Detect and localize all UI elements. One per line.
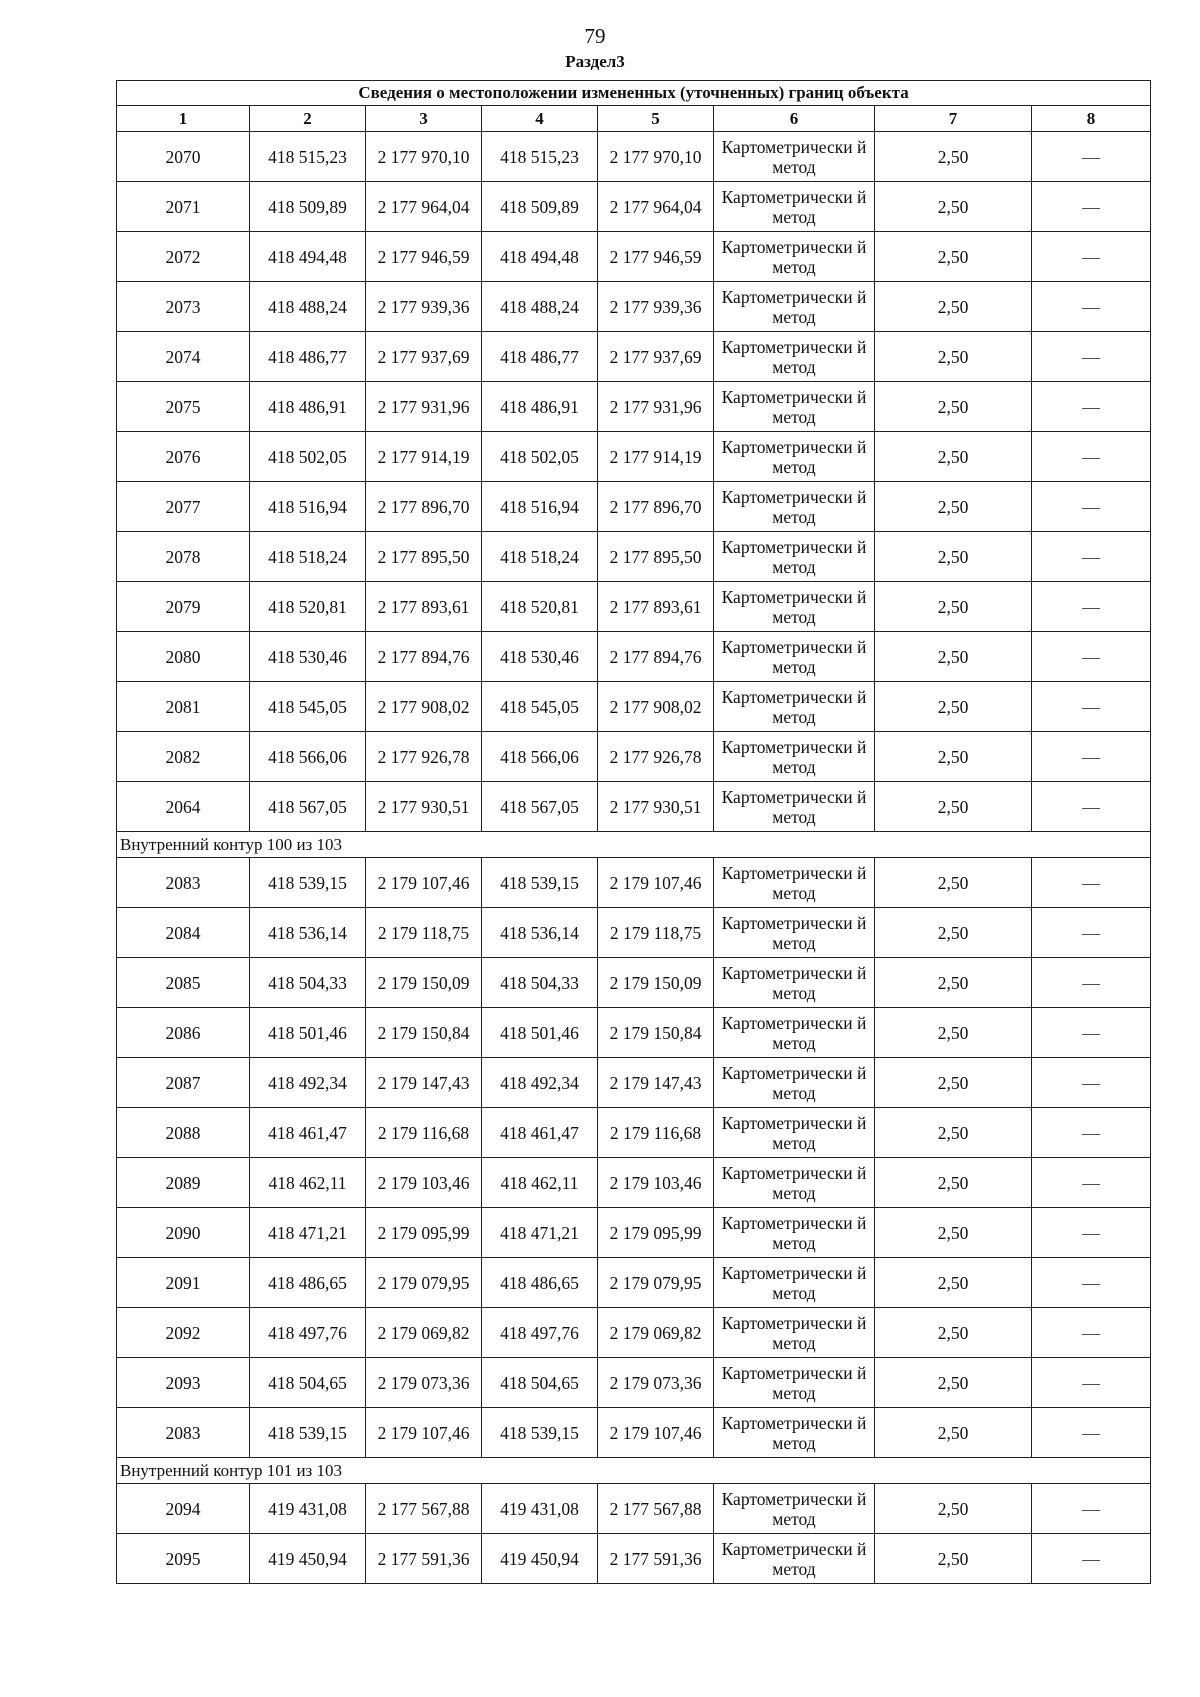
accuracy-cell: 2,50 [875,1534,1032,1584]
method-cell: Картометрически й метод [714,1258,875,1308]
point-number-cell: 2073 [117,282,250,332]
y-new-cell: 2 177 893,61 [598,582,714,632]
table-row [117,1408,1151,1458]
y-new-cell: 2 177 908,02 [598,682,714,732]
y-old-cell: 2 177 964,04 [366,182,482,232]
description-cell: — [1032,1158,1151,1208]
y-old-cell: 2 177 930,51 [366,782,482,832]
accuracy-cell: 2,50 [875,732,1032,782]
x-old-cell: 418 516,94 [250,482,366,532]
x-old-cell: 418 486,77 [250,332,366,382]
y-new-cell: 2 177 970,10 [598,132,714,182]
x-old-cell: 418 520,81 [250,582,366,632]
section-title: Раздел3 [565,52,625,71]
x-new-cell: 418 461,47 [482,1108,598,1158]
y-old-cell: 2 177 946,59 [366,232,482,282]
y-old-cell: 2 179 147,43 [366,1058,482,1108]
table-row [117,1484,1151,1534]
description-cell: — [1032,582,1151,632]
x-old-cell: 418 567,05 [250,782,366,832]
method-cell: Картометрически й метод [714,1058,875,1108]
x-old-cell: 418 492,34 [250,1058,366,1108]
method-cell: Картометрически й метод [714,1108,875,1158]
y-old-cell: 2 177 939,36 [366,282,482,332]
y-new-cell: 2 179 116,68 [598,1108,714,1158]
y-new-cell: 2 179 147,43 [598,1058,714,1108]
table-row [117,1208,1151,1258]
table-row [117,908,1151,958]
table-row [117,1108,1151,1158]
accuracy-cell: 2,50 [875,182,1032,232]
y-old-cell: 2 177 893,61 [366,582,482,632]
description-cell: — [1032,1308,1151,1358]
table-row [117,182,1151,232]
x-old-cell: 418 501,46 [250,1008,366,1058]
column-header: 8 [1032,106,1151,132]
table-row [117,1008,1151,1058]
x-old-cell: 418 518,24 [250,532,366,582]
y-new-cell: 2 177 946,59 [598,232,714,282]
point-number-cell: 2081 [117,682,250,732]
y-old-cell: 2 177 895,50 [366,532,482,582]
column-header: 4 [482,106,598,132]
description-cell: — [1032,782,1151,832]
y-old-cell: 2 179 073,36 [366,1358,482,1408]
x-new-cell: 418 545,05 [482,682,598,732]
y-new-cell: 2 177 926,78 [598,732,714,782]
x-old-cell: 418 515,23 [250,132,366,182]
point-number-cell: 2080 [117,632,250,682]
description-cell: — [1032,182,1151,232]
accuracy-cell: 2,50 [875,1108,1032,1158]
accuracy-cell: 2,50 [875,958,1032,1008]
point-number-cell: 2064 [117,782,250,832]
table-row [117,1308,1151,1358]
accuracy-cell: 2,50 [875,1408,1032,1458]
boundary-coordinates-table [116,80,1151,1584]
point-number-cell: 2077 [117,482,250,532]
accuracy-cell: 2,50 [875,382,1032,432]
method-cell: Картометрически й метод [714,232,875,282]
description-cell: — [1032,382,1151,432]
method-cell: Картометрически й метод [714,382,875,432]
description-cell: — [1032,282,1151,332]
method-cell: Картометрически й метод [714,1208,875,1258]
y-new-cell: 2 177 567,88 [598,1484,714,1534]
method-cell: Картометрически й метод [714,332,875,382]
table-row [117,432,1151,482]
point-number-cell: 2087 [117,1058,250,1108]
y-old-cell: 2 179 150,09 [366,958,482,1008]
y-old-cell: 2 179 103,46 [366,1158,482,1208]
x-new-cell: 418 494,48 [482,232,598,282]
table-header-row [117,106,1151,132]
table-row [117,282,1151,332]
table-row [117,1358,1151,1408]
description-cell: — [1032,858,1151,908]
x-new-cell: 418 488,24 [482,282,598,332]
accuracy-cell: 2,50 [875,1308,1032,1358]
accuracy-cell: 2,50 [875,1208,1032,1258]
method-cell: Картометрически й метод [714,908,875,958]
y-new-cell: 2 179 150,09 [598,958,714,1008]
y-old-cell: 2 177 970,10 [366,132,482,182]
contour-label: Внутренний контур 100 из 103 [117,832,1151,858]
point-number-cell: 2076 [117,432,250,482]
x-new-cell: 418 509,89 [482,182,598,232]
method-cell: Картометрически й метод [714,782,875,832]
accuracy-cell: 2,50 [875,132,1032,182]
x-new-cell: 418 471,21 [482,1208,598,1258]
y-new-cell: 2 179 107,46 [598,858,714,908]
x-new-cell: 418 520,81 [482,582,598,632]
y-new-cell: 2 179 118,75 [598,908,714,958]
y-new-cell: 2 177 939,36 [598,282,714,332]
method-cell: Картометрически й метод [714,1008,875,1058]
description-cell: — [1032,908,1151,958]
description-cell: — [1032,1258,1151,1308]
description-cell: — [1032,1108,1151,1158]
table-row [117,132,1151,182]
description-cell: — [1032,632,1151,682]
method-cell: Картометрически й метод [714,732,875,782]
column-header: 2 [250,106,366,132]
table-row [117,332,1151,382]
point-number-cell: 2086 [117,1008,250,1058]
x-old-cell: 418 502,05 [250,432,366,482]
point-number-cell: 2074 [117,332,250,382]
method-cell: Картометрически й метод [714,1484,875,1534]
table-row [117,482,1151,532]
y-old-cell: 2 179 069,82 [366,1308,482,1358]
method-cell: Картометрически й метод [714,182,875,232]
table-caption: Сведения о местоположении измененных (уточненных) границ объекта [117,81,1151,106]
method-cell: Картометрически й метод [714,1408,875,1458]
table-row [117,582,1151,632]
point-number-cell: 2079 [117,582,250,632]
x-new-cell: 418 486,91 [482,382,598,432]
table-row [117,632,1151,682]
page-number: 79 [584,24,606,48]
y-old-cell: 2 177 937,69 [366,332,482,382]
y-new-cell: 2 177 896,70 [598,482,714,532]
point-number-cell: 2093 [117,1358,250,1408]
description-cell: — [1032,1008,1151,1058]
x-old-cell: 418 536,14 [250,908,366,958]
point-number-cell: 2083 [117,1408,250,1458]
x-old-cell: 418 539,15 [250,858,366,908]
table-row [117,1258,1151,1308]
method-cell: Картометрически й метод [714,432,875,482]
y-new-cell: 2 179 103,46 [598,1158,714,1208]
description-cell: — [1032,332,1151,382]
accuracy-cell: 2,50 [875,1008,1032,1058]
x-new-cell: 418 504,33 [482,958,598,1008]
table-body [117,81,1151,1584]
x-old-cell: 418 509,89 [250,182,366,232]
table-row [117,232,1151,282]
column-header: 3 [366,106,482,132]
method-cell: Картометрически й метод [714,632,875,682]
x-new-cell: 418 486,65 [482,1258,598,1308]
x-new-cell: 418 539,15 [482,858,598,908]
y-old-cell: 2 177 931,96 [366,382,482,432]
x-old-cell: 418 504,65 [250,1358,366,1408]
column-header: 7 [875,106,1032,132]
x-new-cell: 418 530,46 [482,632,598,682]
y-old-cell: 2 177 896,70 [366,482,482,532]
method-cell: Картометрически й метод [714,532,875,582]
table-row [117,682,1151,732]
method-cell: Картометрически й метод [714,682,875,732]
y-old-cell: 2 177 908,02 [366,682,482,732]
description-cell: — [1032,958,1151,1008]
column-header: 1 [117,106,250,132]
y-old-cell: 2 179 079,95 [366,1258,482,1308]
y-new-cell: 2 177 931,96 [598,382,714,432]
accuracy-cell: 2,50 [875,782,1032,832]
y-new-cell: 2 177 895,50 [598,532,714,582]
method-cell: Картометрически й метод [714,958,875,1008]
y-old-cell: 2 179 095,99 [366,1208,482,1258]
x-new-cell: 418 462,11 [482,1158,598,1208]
accuracy-cell: 2,50 [875,532,1032,582]
x-old-cell: 418 504,33 [250,958,366,1008]
point-number-cell: 2088 [117,1108,250,1158]
description-cell: — [1032,232,1151,282]
y-old-cell: 2 177 926,78 [366,732,482,782]
accuracy-cell: 2,50 [875,632,1032,682]
accuracy-cell: 2,50 [875,1358,1032,1408]
x-old-cell: 418 471,21 [250,1208,366,1258]
point-number-cell: 2091 [117,1258,250,1308]
table-row [117,1158,1151,1208]
x-new-cell: 418 566,06 [482,732,598,782]
y-new-cell: 2 177 964,04 [598,182,714,232]
y-old-cell: 2 179 150,84 [366,1008,482,1058]
accuracy-cell: 2,50 [875,1158,1032,1208]
y-new-cell: 2 179 079,95 [598,1258,714,1308]
y-new-cell: 2 179 095,99 [598,1208,714,1258]
accuracy-cell: 2,50 [875,1258,1032,1308]
y-old-cell: 2 179 118,75 [366,908,482,958]
y-old-cell: 2 179 107,46 [366,858,482,908]
point-number-cell: 2078 [117,532,250,582]
description-cell: — [1032,1358,1151,1408]
description-cell: — [1032,732,1151,782]
description-cell: — [1032,682,1151,732]
contour-label: Внутренний контур 101 из 103 [117,1458,1151,1484]
column-header: 5 [598,106,714,132]
method-cell: Картометрически й метод [714,858,875,908]
point-number-cell: 2090 [117,1208,250,1258]
point-number-cell: 2071 [117,182,250,232]
x-new-cell: 419 431,08 [482,1484,598,1534]
column-header: 6 [714,106,875,132]
point-number-cell: 2092 [117,1308,250,1358]
table-row [117,782,1151,832]
y-old-cell: 2 177 591,36 [366,1534,482,1584]
x-new-cell: 418 567,05 [482,782,598,832]
accuracy-cell: 2,50 [875,232,1032,282]
accuracy-cell: 2,50 [875,1058,1032,1108]
x-old-cell: 419 450,94 [250,1534,366,1584]
method-cell: Картометрически й метод [714,1308,875,1358]
method-cell: Картометрически й метод [714,1158,875,1208]
table-row [117,532,1151,582]
x-new-cell: 418 492,34 [482,1058,598,1108]
x-old-cell: 418 462,11 [250,1158,366,1208]
table-row [117,958,1151,1008]
point-number-cell: 2095 [117,1534,250,1584]
accuracy-cell: 2,50 [875,432,1032,482]
x-old-cell: 418 486,65 [250,1258,366,1308]
y-new-cell: 2 179 107,46 [598,1408,714,1458]
point-number-cell: 2072 [117,232,250,282]
description-cell: — [1032,1408,1151,1458]
method-cell: Картометрически й метод [714,482,875,532]
contour-label-row [117,832,1151,858]
y-old-cell: 2 179 107,46 [366,1408,482,1458]
x-old-cell: 418 497,76 [250,1308,366,1358]
accuracy-cell: 2,50 [875,482,1032,532]
x-old-cell: 418 530,46 [250,632,366,682]
method-cell: Картометрически й метод [714,132,875,182]
table-row [117,1534,1151,1584]
y-new-cell: 2 179 073,36 [598,1358,714,1408]
point-number-cell: 2083 [117,858,250,908]
x-new-cell: 418 497,76 [482,1308,598,1358]
point-number-cell: 2075 [117,382,250,432]
point-number-cell: 2089 [117,1158,250,1208]
y-old-cell: 2 177 894,76 [366,632,482,682]
description-cell: — [1032,432,1151,482]
y-new-cell: 2 177 937,69 [598,332,714,382]
y-new-cell: 2 179 150,84 [598,1008,714,1058]
x-new-cell: 418 502,05 [482,432,598,482]
method-cell: Картометрически й метод [714,582,875,632]
table-row [117,732,1151,782]
x-new-cell: 419 450,94 [482,1534,598,1584]
y-old-cell: 2 177 567,88 [366,1484,482,1534]
table-row [117,382,1151,432]
description-cell: — [1032,1534,1151,1584]
point-number-cell: 2082 [117,732,250,782]
y-new-cell: 2 177 914,19 [598,432,714,482]
x-new-cell: 418 501,46 [482,1008,598,1058]
accuracy-cell: 2,50 [875,858,1032,908]
method-cell: Картометрически й метод [714,1358,875,1408]
table-row [117,1058,1151,1108]
x-old-cell: 418 486,91 [250,382,366,432]
accuracy-cell: 2,50 [875,582,1032,632]
description-cell: — [1032,482,1151,532]
y-new-cell: 2 177 591,36 [598,1534,714,1584]
x-new-cell: 418 518,24 [482,532,598,582]
x-new-cell: 418 486,77 [482,332,598,382]
x-new-cell: 418 536,14 [482,908,598,958]
x-new-cell: 418 539,15 [482,1408,598,1458]
accuracy-cell: 2,50 [875,1484,1032,1534]
x-old-cell: 419 431,08 [250,1484,366,1534]
x-old-cell: 418 545,05 [250,682,366,732]
x-new-cell: 418 516,94 [482,482,598,532]
point-number-cell: 2084 [117,908,250,958]
x-old-cell: 418 494,48 [250,232,366,282]
method-cell: Картометрически й метод [714,1534,875,1584]
x-new-cell: 418 515,23 [482,132,598,182]
y-old-cell: 2 179 116,68 [366,1108,482,1158]
accuracy-cell: 2,50 [875,332,1032,382]
description-cell: — [1032,1208,1151,1258]
point-number-cell: 2094 [117,1484,250,1534]
x-old-cell: 418 566,06 [250,732,366,782]
point-number-cell: 2085 [117,958,250,1008]
y-old-cell: 2 177 914,19 [366,432,482,482]
description-cell: — [1032,1058,1151,1108]
y-new-cell: 2 177 894,76 [598,632,714,682]
table-caption-row [117,81,1151,106]
x-old-cell: 418 461,47 [250,1108,366,1158]
accuracy-cell: 2,50 [875,282,1032,332]
x-old-cell: 418 539,15 [250,1408,366,1458]
description-cell: — [1032,532,1151,582]
x-new-cell: 418 504,65 [482,1358,598,1408]
accuracy-cell: 2,50 [875,682,1032,732]
description-cell: — [1032,132,1151,182]
x-old-cell: 418 488,24 [250,282,366,332]
accuracy-cell: 2,50 [875,908,1032,958]
method-cell: Картометрически й метод [714,282,875,332]
y-new-cell: 2 177 930,51 [598,782,714,832]
contour-label-row [117,1458,1151,1484]
description-cell: — [1032,1484,1151,1534]
point-number-cell: 2070 [117,132,250,182]
table-row [117,858,1151,908]
y-new-cell: 2 179 069,82 [598,1308,714,1358]
